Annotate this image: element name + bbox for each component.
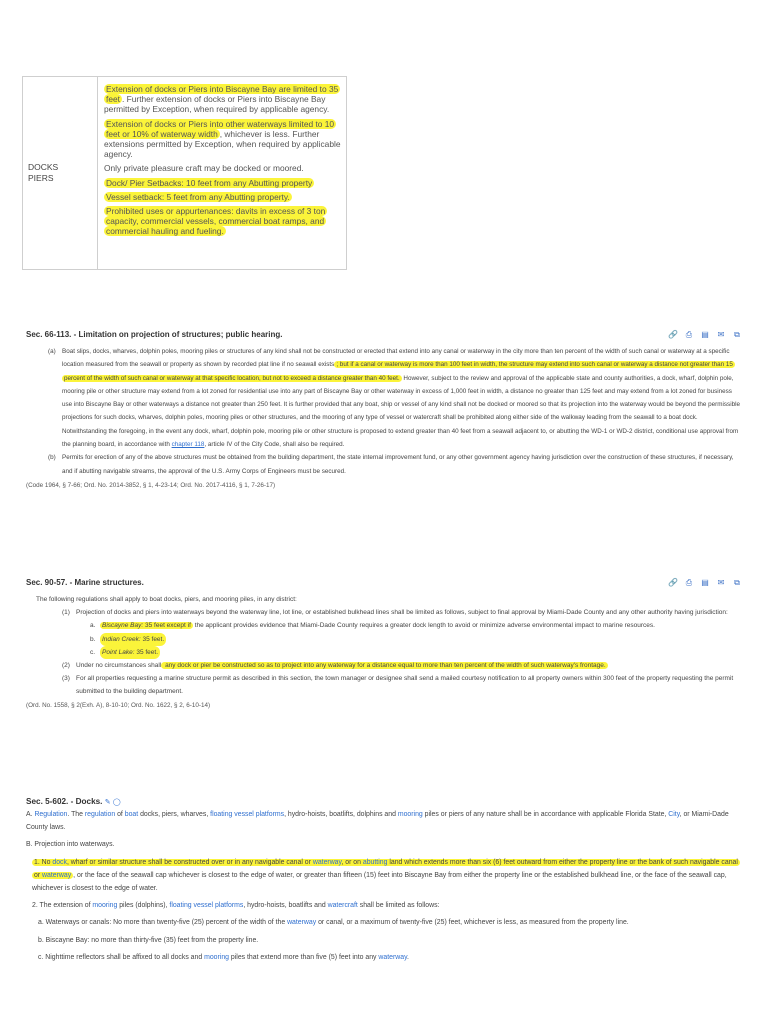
section-5-602 bbox=[26, 797, 742, 964]
term-link[interactable]: floating vessel platforms bbox=[169, 902, 244, 910]
highlight-segment: land which extends more than six (6) feet outward from either the property line or the bank of such navigable canal or bbox=[34, 858, 738, 879]
rule-2 bbox=[104, 119, 341, 160]
text-segment: shall be limited as follows: bbox=[357, 902, 440, 910]
print-icon[interactable]: ⎙ bbox=[685, 330, 693, 339]
email-icon[interactable]: ✉ bbox=[717, 578, 725, 587]
rule-4 bbox=[104, 178, 341, 188]
text-segment: a. Waterways or canals: No more than twenty-five (25) percent of the width of the bbox=[38, 919, 288, 927]
text-segment: . bbox=[407, 953, 409, 961]
highlight-segment: 35 feet except if bbox=[143, 622, 191, 630]
paragraph-b bbox=[26, 451, 742, 478]
table-row-label bbox=[28, 162, 58, 183]
place-name: Point Lake: bbox=[102, 648, 135, 656]
term-link[interactable]: waterway bbox=[287, 919, 317, 927]
table-rules-cell bbox=[104, 84, 341, 241]
section-title-row bbox=[26, 797, 742, 806]
text-segment: , article IV of the City Code, shall also be required. bbox=[204, 441, 345, 449]
edit-icon[interactable]: ✎ bbox=[104, 799, 111, 806]
item-label: b. bbox=[90, 635, 96, 643]
item-label: a. bbox=[90, 622, 96, 630]
term-link[interactable]: boat bbox=[124, 811, 139, 818]
term-link[interactable]: mooring bbox=[92, 902, 118, 910]
term-link[interactable]: dock bbox=[52, 858, 67, 866]
link-icon[interactable]: 🔗 bbox=[668, 578, 678, 587]
item-1 bbox=[26, 606, 742, 619]
highlight-segment: ; but if a canal or waterway is more than 100 feet in width, the structure may extend into such canal or waterway a distance not greater than 15 percent of the width of such canal or waterway at that specific location, but not to exceed a distance greater than 40 feet. bbox=[64, 361, 733, 382]
rule-1 bbox=[104, 84, 341, 115]
text-segment: , hydro-hoists, boatlifts and bbox=[243, 902, 328, 910]
term-link[interactable]: regulation bbox=[84, 811, 116, 818]
item-2a bbox=[26, 916, 742, 929]
highlight-segment: , wharf or similar structure shall be constructed over or in any navigable canal or bbox=[66, 858, 313, 866]
paragraph-b-text: Permits for erection of any of the above structures must be obtained from the building department, the state internal improvement fund, or any other government agency having jurisdiction over the construction of these structures, if necessary, and if abutting navigable streams, the approval of the U.S. Army Corps of Engineers must be secured. bbox=[62, 454, 734, 475]
text-segment: the applicant provides evidence that Miami-Dade County requires a greater dock length to avoid or minimize adverse environmental impact to marine resources. bbox=[192, 622, 655, 630]
place-name: Biscayne Bay: bbox=[102, 622, 144, 630]
term-link[interactable]: watercraft bbox=[327, 902, 358, 910]
text-segment: However, subject to the review and approval of the applicable state and county authorities, a dock, wharf, dolphin pole, mooring pile or other structure may extend from a lot zoned for residential use into any part of Biscayne Bay or other waterway in excess of 1,000 feet in width, a distance no greater than 125 feet and may extend from a lot zoned for business use into Biscayne Bay or other waterways a distance not greater than 250 feet. It is further provided that any boat, ship or vessel of any kind shall not be docked or moored so that its projection into the waterway would be beyond the permissible projections for such docks, wharves, dolphin poles, mooring piles or other structures, and the mooring of any type of vessel or watercraft shall be prohibited along either side of the walkway leading from the seawall to a boat dock. Notwithstanding the foregoing, in the event any dock, wharf, dolphin pole, mooring pile or other structure is proposed to extend greater than 40 feet from a seawall adjacent to, or abutting the WD-1 or WD-2 district, conditional use approval from the planning board, in accordance with bbox=[62, 374, 740, 449]
rule-5 bbox=[104, 192, 341, 202]
section-90-57 bbox=[26, 578, 742, 712]
table-border-top bbox=[23, 76, 346, 77]
item-1 bbox=[26, 856, 742, 896]
place-name: Indian Creek: bbox=[102, 635, 141, 643]
text-segment: c. Nighttime reflectors shall be affixed to all docks and bbox=[38, 953, 205, 961]
section-toolbar bbox=[668, 330, 742, 340]
text-segment: piles that extend more than five (5) feet into any bbox=[229, 953, 379, 961]
email-icon[interactable]: ✉ bbox=[717, 330, 725, 339]
term-link[interactable]: Regulation bbox=[34, 811, 68, 818]
text-segment: , hydro-hoists, boatlifts, dolphins and bbox=[284, 811, 398, 818]
docks-piers-table bbox=[22, 76, 347, 270]
text-segment: or canal, or a maximum of twenty-five (25) feet, whichever is less, as measured from the property line. bbox=[316, 919, 629, 927]
copy-icon[interactable]: ⧉ bbox=[734, 330, 740, 339]
text-segment: , or the face of the seawall cap whichever is closest to the edge of water, or greater than fifteen (15) feet into Biscayne Bay from either the property line or the established bulkhead line, or the face of the seawall cap, whichever is closest to the edge of water. bbox=[32, 871, 727, 893]
item-2 bbox=[26, 899, 742, 912]
paragraph-label: (a) bbox=[48, 348, 56, 355]
text-segment: , or Miami-Dade County laws. bbox=[26, 811, 729, 832]
rule-6-highlight: Prohibited uses or appurtenances: davits in excess of 3 ton capacity, commercial vessels, commercial boat ramps, and commercial hauling and fueling. bbox=[106, 206, 326, 237]
copy-icon[interactable]: ⧉ bbox=[734, 578, 740, 587]
download-icon[interactable]: ▤ bbox=[701, 578, 709, 587]
term-link[interactable]: mooring bbox=[397, 811, 423, 818]
highlight-segment: 35 feet. bbox=[140, 635, 165, 643]
item-2b: b. Biscayne Bay: no more than thirty-five (35) feet from the property line. bbox=[38, 936, 259, 944]
text-segment: 2. The extension of bbox=[32, 902, 93, 910]
text-segment: Under no circumstances shall bbox=[76, 662, 162, 670]
rule-3 bbox=[104, 163, 341, 173]
highlight-segment: any dock or pier be constructed so as to project into any waterway for a distance equal to more than ten percent of the width of such waterway's frontage. bbox=[163, 662, 606, 670]
paragraph-A bbox=[26, 808, 742, 834]
text-segment: piles or piers of any nature shall be in accordance with applicable Florida State, bbox=[422, 811, 669, 818]
rule-1-text: . Further extension of docks or Piers into Biscayne Bay permitted by Exception, when required by applicable agency. bbox=[104, 94, 330, 115]
label-docks: DOCKS bbox=[28, 162, 59, 172]
print-icon[interactable]: ⎙ bbox=[685, 578, 693, 587]
text-segment: . The bbox=[67, 811, 85, 818]
item-1a bbox=[26, 619, 742, 632]
highlight-segment: , or on bbox=[341, 858, 363, 866]
item-1a-highlight bbox=[100, 622, 193, 629]
highlight-segment: 35 feet. bbox=[134, 648, 159, 656]
term-link[interactable]: abutting bbox=[362, 858, 388, 866]
item-1b bbox=[26, 633, 742, 646]
section-title: Sec. 5-602. - Docks. bbox=[26, 797, 103, 806]
rule-4-highlight: Dock/ Pier Setbacks: 10 feet from any Abutting property bbox=[106, 177, 313, 188]
term-link[interactable]: floating vessel platforms bbox=[210, 811, 285, 818]
item-1-text: Projection of docks and piers into waterways beyond the waterway line, lot line, or established bulkhead lines shall be limited as follows, subject to final approval by Miami-Dade County and any other authority having jurisdiction: bbox=[76, 609, 728, 617]
item-label: (2) bbox=[62, 662, 70, 670]
table-column-divider bbox=[97, 76, 98, 270]
item-1c bbox=[26, 646, 742, 659]
rule-2-text: , whichever is less. Further extensions permitted by Exception, when required by applicable agency. bbox=[104, 128, 341, 160]
highlight-segment: 1. No bbox=[34, 858, 53, 866]
rule-5-highlight: Vessel setback: 5 feet from any Abutting property. bbox=[106, 191, 290, 202]
term-link[interactable]: waterway bbox=[378, 953, 407, 961]
item-label: (3) bbox=[62, 675, 70, 683]
rule-6 bbox=[104, 206, 341, 237]
item-label: c. bbox=[90, 648, 96, 656]
item-2 bbox=[26, 659, 742, 672]
text-segment: piles (dolphins), bbox=[117, 902, 170, 910]
intro-text: The following regulations shall apply to boat docks, piers, and mooring piles, in any district: bbox=[36, 596, 297, 603]
paragraph-B: B. Projection into waterways. bbox=[26, 841, 115, 849]
rule-3-text: Only private pleasure craft may be docked or moored. bbox=[104, 163, 304, 174]
section-title: Sec. 90-57. - Marine structures. bbox=[26, 578, 144, 587]
paragraph-label: (b) bbox=[48, 454, 56, 462]
paragraph-a-text bbox=[62, 345, 742, 451]
item-label: (1) bbox=[62, 609, 70, 617]
link-icon[interactable]: 🔗 bbox=[668, 330, 678, 339]
chapter-118-link[interactable]: chapter 118 bbox=[171, 441, 205, 449]
term-link[interactable]: mooring bbox=[204, 953, 230, 961]
paragraph-label: A. bbox=[26, 811, 33, 818]
table-border-bottom bbox=[23, 269, 346, 270]
term-link[interactable]: waterway bbox=[312, 858, 342, 866]
label-piers: PIERS bbox=[28, 172, 54, 183]
term-link[interactable]: waterway bbox=[42, 871, 72, 879]
paragraph-a bbox=[26, 345, 742, 451]
history-note: (Code 1964, § 7-66; Ord. No. 2014-3852, § 1, 4-23-14; Ord. No. 2017-4116, § 1, 7-26-17) bbox=[26, 481, 276, 489]
text-segment: docks, piers, wharves, bbox=[138, 811, 211, 818]
download-icon[interactable]: ▤ bbox=[701, 330, 709, 339]
section-66-113 bbox=[26, 330, 742, 492]
share-icon[interactable]: ◯ bbox=[112, 799, 121, 806]
rule-1-highlight: Extension of docks or Piers into Biscayne Bay are limited to 35 feet bbox=[106, 84, 339, 105]
term-link[interactable]: City bbox=[668, 811, 680, 818]
history-note: (Ord. No. 1558, § 2(Exh. A), 8-10-10; Ord. No. 1622, § 2, 6-10-14) bbox=[26, 701, 211, 709]
item-2c bbox=[26, 951, 742, 964]
section-title: Sec. 66-113. - Limitation on projection of structures; public hearing. bbox=[26, 330, 283, 339]
item-3 bbox=[26, 672, 742, 698]
rule-2-highlight: Extension of docks or Piers into other waterways limited to 10 feet or 10% of waterway width bbox=[106, 118, 335, 139]
item-3-text: For all properties requesting a marine structure permit as described in this section, the town manager or designee shall send a mailed courtesy notification to all property owners within 300 feet of the property requesting the permit submitted to the building department. bbox=[76, 675, 734, 696]
text-segment: Boat slips, docks, wharves, dolphin poles, mooring piles or structures of any kind shall not be constructed or erected that extend into any canal or waterway in the city more than ten percent of the width of such canal or waterway at a specific location measured from the seawall or property as shown by recorded plat line if no seawall exists bbox=[62, 348, 730, 369]
section-toolbar bbox=[668, 578, 742, 588]
text-segment: of bbox=[115, 811, 125, 818]
